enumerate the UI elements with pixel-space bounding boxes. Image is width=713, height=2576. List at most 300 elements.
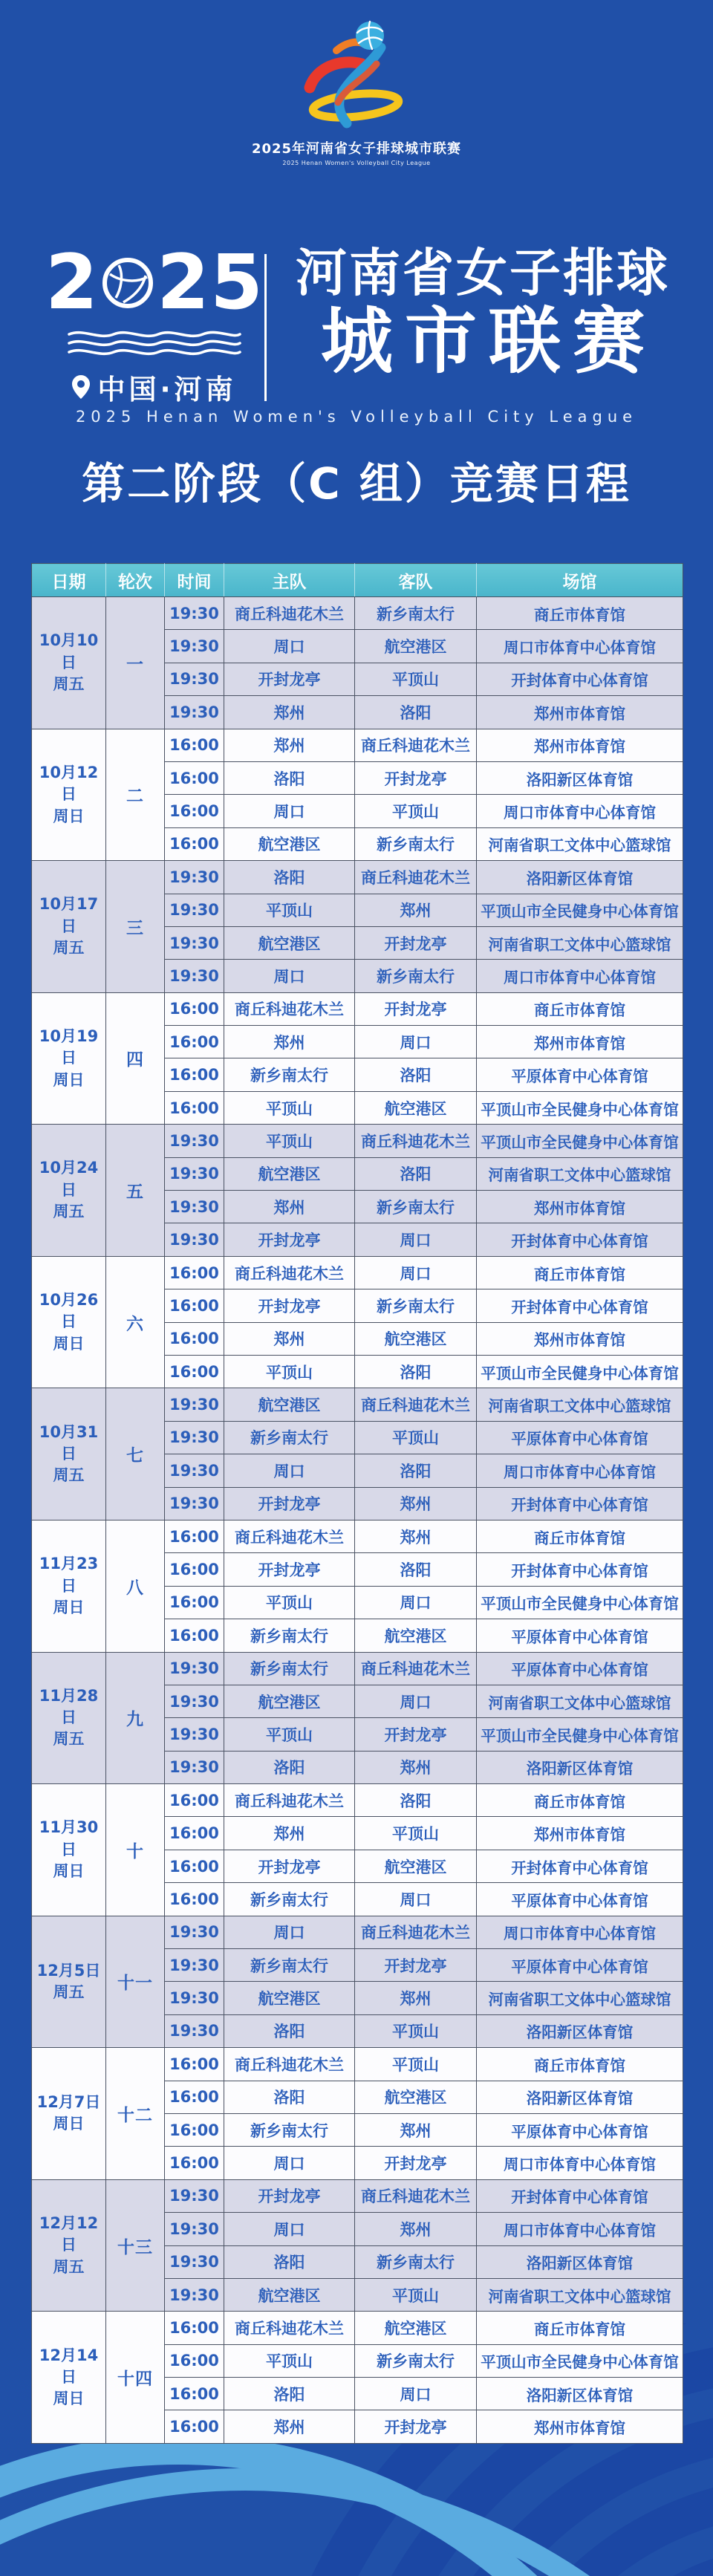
venue-cell: 商丘市体育馆	[477, 2312, 683, 2344]
column-header-5: 场馆	[477, 564, 683, 597]
venue-cell: 平原体育中心体育馆	[477, 1949, 683, 1982]
away-team-cell: 商丘科迪花木兰	[355, 1916, 477, 1948]
home-team-cell: 洛阳	[224, 2014, 355, 2047]
time-cell: 19:30	[165, 696, 224, 729]
away-team-cell: 周口	[355, 1026, 477, 1058]
time-cell: 19:30	[165, 1718, 224, 1751]
away-team-cell: 平顶山	[355, 1817, 477, 1850]
time-cell: 16:00	[165, 1784, 224, 1817]
date-cell	[32, 2048, 106, 2180]
year-2025	[43, 238, 266, 327]
away-team-cell: 洛阳	[355, 1454, 477, 1487]
away-team-cell: 周口	[355, 1685, 477, 1717]
match-row	[32, 597, 683, 630]
away-team-cell: 新乡南太行	[355, 827, 477, 860]
away-team-cell: 新乡南太行	[355, 960, 477, 992]
match-row	[32, 861, 683, 894]
home-team-cell: 新乡南太行	[224, 1883, 355, 1916]
date-cell	[32, 1125, 106, 1257]
time-cell: 16:00	[165, 1817, 224, 1850]
date-cell	[32, 597, 106, 729]
time-cell: 16:00	[165, 2147, 224, 2179]
away-team-cell: 洛阳	[355, 696, 477, 729]
date-text: 11月28日	[39, 1686, 99, 1727]
venue-cell: 洛阳新区体育馆	[477, 2245, 683, 2278]
time-cell: 19:30	[165, 1982, 224, 2014]
away-team-cell: 平顶山	[355, 2014, 477, 2047]
date-cell	[32, 1784, 106, 1916]
time-cell: 16:00	[165, 1355, 224, 1388]
venue-cell: 郑州市体育馆	[477, 696, 683, 729]
date-text: 11月30日	[39, 1818, 99, 1858]
time-cell: 16:00	[165, 729, 224, 761]
main-title-line2: 城市联赛	[321, 299, 657, 383]
venue-cell: 河南省职工文体中心篮球馆	[477, 1388, 683, 1421]
match-row	[32, 1784, 683, 1817]
home-team-cell: 商丘科迪花木兰	[224, 2312, 355, 2344]
venue-cell: 郑州市体育馆	[477, 1817, 683, 1850]
away-team-cell: 航空港区	[355, 2081, 477, 2113]
home-team-cell: 新乡南太行	[224, 1619, 355, 1652]
home-team-cell: 平顶山	[224, 2344, 355, 2377]
home-team-cell: 周口	[224, 1916, 355, 1948]
home-team-cell: 商丘科迪花木兰	[224, 1256, 355, 1289]
round-cell: 十二	[106, 2048, 165, 2180]
home-team-cell: 周口	[224, 630, 355, 663]
away-team-cell: 航空港区	[355, 1850, 477, 1882]
match-row	[32, 729, 683, 761]
time-cell: 19:30	[165, 663, 224, 695]
volleyball-zero-icon	[101, 256, 154, 310]
home-team-cell: 新乡南太行	[224, 1421, 355, 1454]
home-team-cell: 周口	[224, 2147, 355, 2179]
match-row	[32, 2179, 683, 2212]
date-text: 12月14日	[39, 2346, 99, 2386]
home-team-cell: 平顶山	[224, 894, 355, 926]
away-team-cell: 商丘科迪花木兰	[355, 729, 477, 761]
home-team-cell: 平顶山	[224, 1091, 355, 1124]
venue-cell: 开封体育中心体育馆	[477, 1850, 683, 1882]
away-team-cell: 新乡南太行	[355, 597, 477, 630]
away-team-cell: 开封龙亭	[355, 1949, 477, 1982]
schedule-table-body	[32, 597, 683, 2444]
home-team-cell: 航空港区	[224, 1157, 355, 1190]
date-text: 12月7日	[36, 2093, 101, 2112]
venue-cell: 郑州市体育馆	[477, 1026, 683, 1058]
round-cell: 十三	[106, 2179, 165, 2312]
venue-cell: 平顶山市全民健身中心体育馆	[477, 1091, 683, 1124]
location-pin-icon	[72, 375, 90, 399]
away-team-cell: 商丘科迪花木兰	[355, 2179, 477, 2212]
home-team-cell: 开封龙亭	[224, 663, 355, 695]
home-team-cell: 洛阳	[224, 2245, 355, 2278]
time-cell: 16:00	[165, 1553, 224, 1586]
weekday-text: 周日	[53, 807, 85, 825]
away-team-cell: 航空港区	[355, 630, 477, 663]
home-team-cell: 商丘科迪花木兰	[224, 992, 355, 1025]
home-team-cell: 平顶山	[224, 1355, 355, 1388]
home-team-cell: 航空港区	[224, 1982, 355, 2014]
venue-cell: 平原体育中心体育馆	[477, 2113, 683, 2146]
round-cell: 八	[106, 1520, 165, 1652]
home-team-cell: 郑州	[224, 1817, 355, 1850]
main-title	[284, 244, 682, 383]
venue-cell: 洛阳新区体育馆	[477, 2378, 683, 2410]
league-logo-icon	[293, 19, 420, 132]
date-text: 10月24日	[39, 1159, 99, 1199]
match-row	[32, 1916, 683, 1948]
time-cell: 16:00	[165, 2312, 224, 2344]
weekday-text: 周五	[53, 939, 85, 957]
date-cell	[32, 1916, 106, 2048]
home-team-cell: 周口	[224, 2213, 355, 2245]
main-title-line1: 河南省女子排球	[296, 244, 670, 303]
time-cell: 16:00	[165, 992, 224, 1025]
away-team-cell: 平顶山	[355, 795, 477, 827]
venue-cell: 平顶山市全民健身中心体育馆	[477, 1718, 683, 1751]
time-cell: 19:30	[165, 1125, 224, 1157]
venue-cell: 平顶山市全民健身中心体育馆	[477, 894, 683, 926]
time-cell: 19:30	[165, 1421, 224, 1454]
away-team-cell: 周口	[355, 1586, 477, 1619]
home-team-cell: 周口	[224, 960, 355, 992]
home-team-cell: 航空港区	[224, 926, 355, 959]
weekday-text: 周日	[53, 1862, 85, 1881]
match-row	[32, 2312, 683, 2344]
weekday-text: 周五	[53, 674, 85, 693]
column-header-4: 客队	[355, 564, 477, 597]
round-cell: 十	[106, 1784, 165, 1916]
venue-cell: 开封体育中心体育馆	[477, 2179, 683, 2212]
round-cell: 三	[106, 861, 165, 993]
time-cell: 16:00	[165, 1091, 224, 1124]
away-team-cell: 郑州	[355, 1751, 477, 1783]
round-cell: 十一	[106, 1916, 165, 2048]
away-team-cell: 航空港区	[355, 1619, 477, 1652]
venue-cell: 平顶山市全民健身中心体育馆	[477, 1355, 683, 1388]
weekday-text: 周五	[53, 1466, 85, 1485]
column-header-1: 轮次	[106, 564, 165, 597]
home-team-cell: 新乡南太行	[224, 1058, 355, 1091]
date-cell	[32, 1256, 106, 1388]
home-team-cell: 开封龙亭	[224, 2179, 355, 2212]
time-cell: 16:00	[165, 1520, 224, 1552]
weekday-text: 周日	[53, 1598, 85, 1616]
venue-cell: 郑州市体育馆	[477, 2410, 683, 2443]
schedule-table	[31, 563, 683, 2444]
time-cell: 16:00	[165, 2378, 224, 2410]
away-team-cell: 平顶山	[355, 663, 477, 695]
location-row	[43, 367, 266, 407]
away-team-cell: 新乡南太行	[355, 1191, 477, 1223]
away-team-cell: 开封龙亭	[355, 2147, 477, 2179]
time-cell: 16:00	[165, 761, 224, 794]
venue-cell: 开封体育中心体育馆	[477, 1289, 683, 1322]
away-team-cell: 开封龙亭	[355, 761, 477, 794]
home-team-cell: 洛阳	[224, 2378, 355, 2410]
time-cell: 19:30	[165, 1157, 224, 1190]
time-cell: 19:30	[165, 960, 224, 992]
home-team-cell: 郑州	[224, 1322, 355, 1355]
time-cell: 16:00	[165, 1850, 224, 1882]
venue-cell: 商丘市体育馆	[477, 1256, 683, 1289]
home-team-cell: 郑州	[224, 729, 355, 761]
home-team-cell: 新乡南太行	[224, 2113, 355, 2146]
venue-cell: 周口市体育中心体育馆	[477, 2147, 683, 2179]
home-team-cell: 郑州	[224, 1026, 355, 1058]
date-text: 10月12日	[39, 763, 99, 804]
home-team-cell: 航空港区	[224, 2278, 355, 2311]
time-cell: 16:00	[165, 2113, 224, 2146]
away-team-cell: 郑州	[355, 2213, 477, 2245]
venue-cell: 周口市体育中心体育馆	[477, 960, 683, 992]
venue-cell: 河南省职工文体中心篮球馆	[477, 1982, 683, 2014]
away-team-cell: 开封龙亭	[355, 2410, 477, 2443]
time-cell: 16:00	[165, 795, 224, 827]
weekday-text: 周日	[53, 2115, 85, 2133]
time-cell: 19:30	[165, 597, 224, 630]
home-team-cell: 洛阳	[224, 761, 355, 794]
time-cell: 16:00	[165, 2344, 224, 2377]
year-digit-left: 2	[45, 238, 100, 327]
title-divider	[264, 254, 267, 401]
weekday-text: 周五	[53, 1983, 85, 2001]
away-team-cell: 平顶山	[355, 1421, 477, 1454]
venue-cell: 洛阳新区体育馆	[477, 761, 683, 794]
away-team-cell: 航空港区	[355, 2312, 477, 2344]
venue-cell: 河南省职工文体中心篮球馆	[477, 1157, 683, 1190]
column-header-0: 日期	[32, 564, 106, 597]
column-header-2: 时间	[165, 564, 224, 597]
time-cell: 16:00	[165, 1289, 224, 1322]
away-team-cell: 新乡南太行	[355, 2344, 477, 2377]
match-row	[32, 992, 683, 1025]
home-team-cell: 开封龙亭	[224, 1553, 355, 1586]
date-text: 10月10日	[39, 631, 99, 671]
time-cell: 16:00	[165, 1883, 224, 1916]
date-cell	[32, 861, 106, 993]
round-cell: 一	[106, 597, 165, 729]
venue-cell: 开封体育中心体育馆	[477, 1487, 683, 1520]
round-cell: 九	[106, 1652, 165, 1784]
away-team-cell: 周口	[355, 1223, 477, 1256]
away-team-cell: 航空港区	[355, 1322, 477, 1355]
time-cell: 16:00	[165, 1586, 224, 1619]
time-cell: 19:30	[165, 1916, 224, 1948]
english-tagline: 2025 Henan Women's Volleyball City League	[75, 408, 638, 426]
match-row	[32, 2048, 683, 2081]
away-team-cell: 平顶山	[355, 2048, 477, 2081]
venue-cell: 河南省职工文体中心篮球馆	[477, 926, 683, 959]
weekday-text: 周五	[53, 1730, 85, 1749]
home-team-cell: 开封龙亭	[224, 1487, 355, 1520]
match-row	[32, 1388, 683, 1421]
date-cell	[32, 1520, 106, 1652]
home-team-cell: 洛阳	[224, 2081, 355, 2113]
away-team-cell: 开封龙亭	[355, 926, 477, 959]
venue-cell: 平原体育中心体育馆	[477, 1058, 683, 1091]
time-cell: 19:30	[165, 1223, 224, 1256]
time-cell: 19:30	[165, 1652, 224, 1685]
date-cell	[32, 729, 106, 861]
weekday-text: 周日	[53, 1334, 85, 1353]
venue-cell: 周口市体育中心体育馆	[477, 795, 683, 827]
date-text: 11月23日	[39, 1555, 99, 1595]
header-row	[32, 564, 683, 597]
time-cell: 19:30	[165, 1191, 224, 1223]
home-team-cell: 开封龙亭	[224, 1223, 355, 1256]
away-team-cell: 郑州	[355, 1520, 477, 1552]
time-cell: 19:30	[165, 2179, 224, 2212]
away-team-cell: 新乡南太行	[355, 2245, 477, 2278]
away-team-cell: 郑州	[355, 1982, 477, 2014]
venue-cell: 周口市体育中心体育馆	[477, 630, 683, 663]
time-cell: 16:00	[165, 2048, 224, 2081]
time-cell: 19:30	[165, 894, 224, 926]
away-team-cell: 新乡南太行	[355, 1289, 477, 1322]
home-team-cell: 航空港区	[224, 1685, 355, 1717]
away-team-cell: 开封龙亭	[355, 1718, 477, 1751]
away-team-cell: 平顶山	[355, 2278, 477, 2311]
venue-cell: 河南省职工文体中心篮球馆	[477, 1685, 683, 1717]
date-text: 10月17日	[39, 895, 99, 935]
venue-cell: 周口市体育中心体育馆	[477, 2213, 683, 2245]
venue-cell: 郑州市体育馆	[477, 1322, 683, 1355]
venue-cell: 平原体育中心体育馆	[477, 1883, 683, 1916]
venue-cell: 商丘市体育馆	[477, 992, 683, 1025]
away-team-cell: 商丘科迪花木兰	[355, 1388, 477, 1421]
home-team-cell: 航空港区	[224, 827, 355, 860]
away-team-cell: 洛阳	[355, 1058, 477, 1091]
date-cell	[32, 1388, 106, 1520]
away-team-cell: 开封龙亭	[355, 992, 477, 1025]
venue-cell: 商丘市体育馆	[477, 597, 683, 630]
logo-subtitle: 2025 Henan Women's Volleyball City League	[282, 160, 431, 166]
year-digits-right: 25	[157, 238, 264, 327]
venue-cell: 平顶山市全民健身中心体育馆	[477, 2344, 683, 2377]
time-cell: 19:30	[165, 1949, 224, 1982]
away-team-cell: 商丘科迪花木兰	[355, 1652, 477, 1685]
home-team-cell: 航空港区	[224, 1388, 355, 1421]
away-team-cell: 周口	[355, 1883, 477, 1916]
venue-cell: 周口市体育中心体育馆	[477, 1916, 683, 1948]
time-cell: 19:30	[165, 1751, 224, 1783]
date-text: 10月19日	[39, 1027, 99, 1067]
venue-cell: 平原体育中心体育馆	[477, 1652, 683, 1685]
round-cell: 十四	[106, 2312, 165, 2444]
venue-cell: 郑州市体育馆	[477, 1191, 683, 1223]
home-team-cell: 平顶山	[224, 1718, 355, 1751]
round-cell: 二	[106, 729, 165, 861]
section-title: 第二阶段（C 组）竞赛日程	[82, 458, 631, 509]
venue-cell: 洛阳新区体育馆	[477, 1751, 683, 1783]
home-team-cell: 开封龙亭	[224, 1289, 355, 1322]
home-team-cell: 新乡南太行	[224, 1652, 355, 1685]
venue-cell: 郑州市体育馆	[477, 729, 683, 761]
away-team-cell: 洛阳	[355, 1784, 477, 1817]
home-team-cell: 商丘科迪花木兰	[224, 597, 355, 630]
venue-cell: 周口市体育中心体育馆	[477, 1454, 683, 1487]
time-cell: 16:00	[165, 1619, 224, 1652]
time-cell: 19:30	[165, 1388, 224, 1421]
date-text: 12月12日	[39, 2214, 99, 2254]
time-cell: 19:30	[165, 2014, 224, 2047]
time-cell: 16:00	[165, 2410, 224, 2443]
venue-cell: 洛阳新区体育馆	[477, 861, 683, 894]
venue-cell: 平原体育中心体育馆	[477, 1421, 683, 1454]
weekday-text: 周五	[53, 1203, 85, 1221]
date-cell	[32, 2179, 106, 2312]
round-cell: 七	[106, 1388, 165, 1520]
league-logo-block	[0, 19, 713, 166]
venue-cell: 河南省职工文体中心篮球馆	[477, 2278, 683, 2311]
time-cell: 19:30	[165, 2278, 224, 2311]
time-cell: 19:30	[165, 1487, 224, 1520]
time-cell: 19:30	[165, 926, 224, 959]
weekday-text: 周日	[53, 1070, 85, 1089]
home-team-cell: 郑州	[224, 1191, 355, 1223]
away-team-cell: 航空港区	[355, 1091, 477, 1124]
match-row	[32, 1125, 683, 1157]
venue-cell: 开封体育中心体育馆	[477, 663, 683, 695]
venue-cell: 洛阳新区体育馆	[477, 2014, 683, 2047]
home-team-cell: 周口	[224, 795, 355, 827]
time-cell: 19:30	[165, 2245, 224, 2278]
logo-title: 2025年河南省女子排球城市联赛	[251, 141, 462, 157]
time-cell: 19:30	[165, 861, 224, 894]
venue-cell: 开封体育中心体育馆	[477, 1553, 683, 1586]
match-row	[32, 1652, 683, 1685]
date-cell	[32, 2312, 106, 2444]
home-team-cell: 平顶山	[224, 1125, 355, 1157]
home-team-cell: 新乡南太行	[224, 1949, 355, 1982]
venue-cell: 商丘市体育馆	[477, 1520, 683, 1552]
schedule-table-wrap	[31, 563, 683, 2444]
away-team-cell: 郑州	[355, 894, 477, 926]
home-team-cell: 平顶山	[224, 1586, 355, 1619]
home-team-cell: 郑州	[224, 696, 355, 729]
round-cell: 五	[106, 1125, 165, 1257]
date-cell	[32, 992, 106, 1125]
round-cell: 四	[106, 992, 165, 1125]
weekday-text: 周日	[53, 2390, 85, 2408]
match-row	[32, 1520, 683, 1552]
away-team-cell: 洛阳	[355, 1157, 477, 1190]
home-team-cell: 商丘科迪花木兰	[224, 1784, 355, 1817]
time-cell: 19:30	[165, 1454, 224, 1487]
column-header-3: 主队	[224, 564, 355, 597]
time-cell: 16:00	[165, 1256, 224, 1289]
venue-cell: 平原体育中心体育馆	[477, 1619, 683, 1652]
time-cell: 16:00	[165, 1026, 224, 1058]
home-team-cell: 周口	[224, 1454, 355, 1487]
date-text: 10月26日	[39, 1291, 99, 1331]
venue-cell: 洛阳新区体育馆	[477, 2081, 683, 2113]
year-block	[43, 238, 266, 407]
home-team-cell: 洛阳	[224, 861, 355, 894]
time-cell: 16:00	[165, 2081, 224, 2113]
venue-cell: 平顶山市全民健身中心体育馆	[477, 1586, 683, 1619]
away-team-cell: 商丘科迪花木兰	[355, 1125, 477, 1157]
venue-cell: 商丘市体育馆	[477, 1784, 683, 1817]
away-team-cell: 商丘科迪花木兰	[355, 861, 477, 894]
round-cell: 六	[106, 1256, 165, 1388]
time-cell: 19:30	[165, 1685, 224, 1717]
time-cell: 16:00	[165, 827, 224, 860]
away-team-cell: 郑州	[355, 2113, 477, 2146]
venue-cell: 河南省职工文体中心篮球馆	[477, 827, 683, 860]
time-cell: 16:00	[165, 1322, 224, 1355]
